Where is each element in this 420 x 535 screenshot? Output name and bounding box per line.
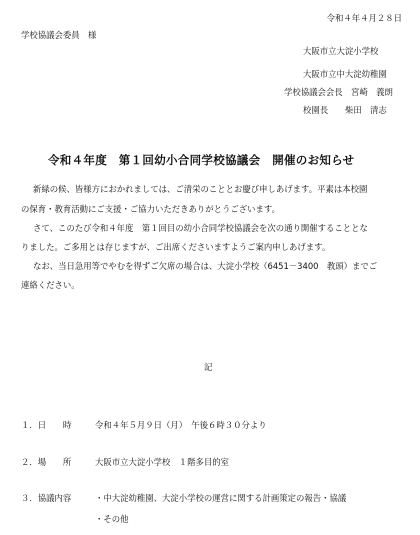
paragraph-3-line-1: なお、当日急用等でやむを得ずご欠席の場合は、大淀小学校（6451－3400 教頭）までご xyxy=(33,261,378,271)
paragraph-1-line-1: 新緑の候、皆様方におかれましては、ご清栄のこととお慶び申しあげます。平素は本校園 xyxy=(33,184,368,194)
item-datetime-value: 令和４年５月９日（月） 午後６時３０分より xyxy=(95,420,267,430)
sender-school: 大阪市立大淀小学校 xyxy=(303,46,379,56)
paragraph-1-line-2: の保育・教育活動にご支援・ご協力いただきありがとうございます。 xyxy=(21,204,280,214)
item-agenda-value-1: ・中大淀幼稚園、大淀小学校の運営に関する計画策定の報告・協議 xyxy=(95,493,347,503)
sender-council-chair: 学校協議会会長 宮崎 義朗 xyxy=(284,87,393,97)
ki-marker: 記 xyxy=(204,362,213,372)
paragraph-3-line-2: 連絡ください。 xyxy=(21,280,80,290)
paragraph-2-line-1: さて、このたび令和４年度 第１回目の幼小合同学校協議会を次の通り開催することとな xyxy=(33,223,368,233)
addressee: 学校協議会委員 様 xyxy=(21,30,97,40)
paragraph-2-line-2: りました。ご多用とは存じますが、ご出席くださいますようご案内申しあげます。 xyxy=(21,242,331,252)
item-datetime-label: １．日 時 xyxy=(21,420,72,430)
item-agenda-value-2: ・その他 xyxy=(95,514,129,524)
sender-kindergarten: 大阪市立中大淀幼稚園 xyxy=(303,69,387,79)
sender-principal: 校園長 柴田 清志 xyxy=(303,105,387,115)
item-place-label: ２．場 所 xyxy=(21,457,72,467)
item-agenda-label: ３．協議内容 xyxy=(21,493,72,503)
document-date: 令和４年４月２８日 xyxy=(326,13,402,23)
item-place-value: 大阪市立大淀小学校 １階多目的室 xyxy=(95,457,229,467)
page-title: 令和４年度 第１回幼小合同学校協議会 開催のお知らせ xyxy=(48,153,355,167)
